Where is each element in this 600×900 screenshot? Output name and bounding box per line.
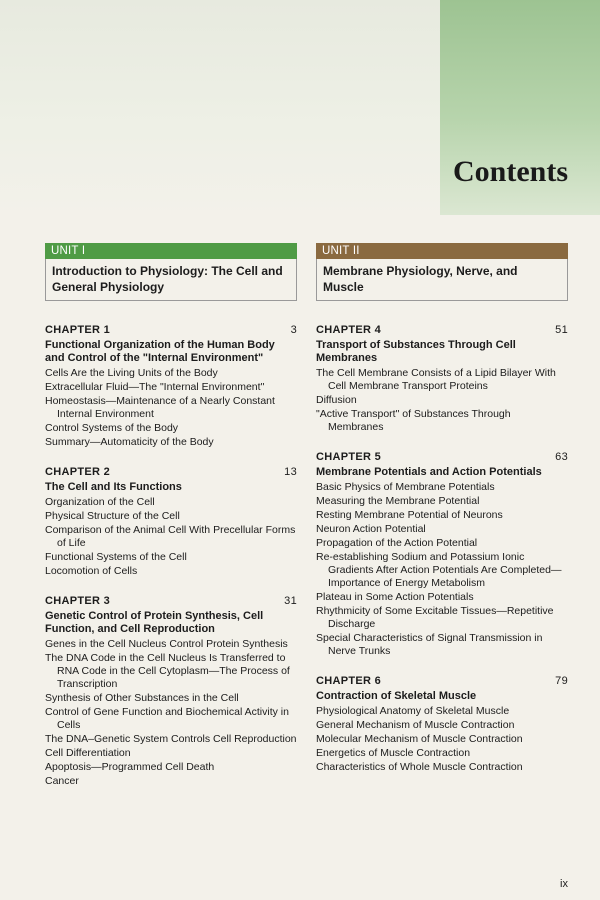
chapter-label: CHAPTER 5	[316, 451, 382, 463]
topic-item: Basic Physics of Membrane Potentials	[316, 481, 495, 493]
topic-item: Control of Gene Function and Biochemical Activity in Cells	[45, 706, 289, 731]
chapter-heading	[316, 450, 568, 464]
chapter-title: Contraction of Skeletal Muscle	[316, 690, 477, 702]
chapter-entry	[316, 450, 568, 658]
topic-item: Diffusion	[316, 394, 357, 406]
chapter-list	[316, 323, 568, 774]
topic-item: Comparison of the Animal Cell With Precellular Forms of Life	[45, 524, 296, 549]
topic-item: Functional Systems of the Cell	[45, 551, 187, 563]
page-number: ix	[560, 878, 568, 890]
chapter-heading	[45, 594, 297, 608]
topic-item: Locomotion of Cells	[45, 565, 138, 577]
topic-item: Homeostasis—Maintenance of a Nearly Constant Internal Environment	[45, 395, 275, 420]
chapter-entry	[45, 465, 297, 578]
topic-item: Rhythmicity of Some Excitable Tissues—Repetitive Discharge	[316, 605, 554, 630]
chapter-label: CHAPTER 1	[45, 324, 111, 336]
topic-item: Apoptosis—Programmed Cell Death	[45, 761, 215, 773]
chapter-page-number: 63	[555, 451, 568, 463]
chapter-heading	[316, 323, 568, 337]
page-title: Contents	[452, 155, 568, 188]
topic-item: Physical Structure of the Cell	[45, 510, 180, 522]
chapter-entry	[316, 323, 568, 434]
chapter-page-number: 31	[284, 595, 297, 607]
chapter-title: The Cell and Its Functions	[45, 481, 182, 493]
chapter-label: CHAPTER 4	[316, 324, 382, 336]
topic-item: Propagation of the Action Potential	[316, 537, 478, 549]
unit-column-1	[45, 243, 297, 804]
unit-label: UNIT I	[45, 243, 297, 259]
topic-item: Extracellular Fluid—The "Internal Environment"	[45, 381, 265, 393]
chapter-page-number: 13	[284, 466, 297, 478]
chapter-title: Transport of Substances Through Cell Membranes	[316, 339, 516, 364]
chapter-list	[45, 323, 297, 788]
topic-item: Genes in the Cell Nucleus Control Protein Synthesis	[45, 638, 288, 650]
chapter-entry	[45, 323, 297, 449]
chapter-page-number: 3	[290, 324, 297, 336]
topic-item: Cancer	[45, 775, 79, 787]
unit-title: Membrane Physiology, Nerve, and Muscle	[316, 259, 568, 301]
topic-item: Molecular Mechanism of Muscle Contraction	[316, 733, 523, 745]
chapter-label: CHAPTER 3	[45, 595, 111, 607]
unit-column-2	[316, 243, 568, 790]
chapter-label: CHAPTER 2	[45, 466, 111, 478]
chapter-title: Membrane Potentials and Action Potentials	[316, 466, 542, 478]
topic-item: Neuron Action Potential	[316, 523, 426, 535]
topic-item: Cell Differentiation	[45, 747, 131, 759]
chapter-heading	[45, 323, 297, 337]
topic-item: Measuring the Membrane Potential	[316, 495, 480, 507]
topic-item: Physiological Anatomy of Skeletal Muscle	[316, 705, 510, 717]
topic-item: Resting Membrane Potential of Neurons	[316, 509, 503, 521]
topic-item: Special Characteristics of Signal Transmission in Nerve Trunks	[316, 632, 543, 657]
topic-item: Characteristics of Whole Muscle Contraction	[316, 761, 523, 773]
topic-item: General Mechanism of Muscle Contraction	[316, 719, 515, 731]
chapter-entry	[316, 674, 568, 774]
topic-item: The Cell Membrane Consists of a Lipid Bilayer With Cell Membrane Transport Proteins	[316, 367, 556, 392]
chapter-page-number: 51	[555, 324, 568, 336]
chapter-entry	[45, 594, 297, 788]
unit-label: UNIT II	[316, 243, 568, 259]
chapter-title: Genetic Control of Protein Synthesis, Cell Function, and Cell Reproduction	[45, 610, 264, 635]
topic-item: Organization of the Cell	[45, 496, 155, 508]
topic-item: The DNA Code in the Cell Nucleus Is Transferred to RNA Code in the Cell Cytoplasm—The Process of Transcription	[45, 652, 290, 690]
topic-item: "Active Transport" of Substances Through Membranes	[316, 408, 511, 433]
topic-item: Cells Are the Living Units of the Body	[45, 367, 218, 379]
unit-title: Introduction to Physiology: The Cell and General Physiology	[45, 259, 297, 301]
topic-item: Synthesis of Other Substances in the Cell	[45, 692, 239, 704]
topic-item: The DNA–Genetic System Controls Cell Reproduction	[45, 733, 297, 745]
chapter-title: Functional Organization of the Human Body and Control of the "Internal Environment"	[45, 339, 275, 364]
topic-item: Re-establishing Sodium and Potassium Ionic Gradients After Action Potentials Are Completed—Importance of Energy Metabolism	[316, 551, 562, 589]
topic-item: Plateau in Some Action Potentials	[316, 591, 474, 603]
topic-item: Summary—Automaticity of the Body	[45, 436, 214, 448]
chapter-heading	[316, 674, 568, 688]
topic-item: Control Systems of the Body	[45, 422, 179, 434]
chapter-label: CHAPTER 6	[316, 675, 382, 687]
chapter-heading	[45, 465, 297, 479]
topic-item: Energetics of Muscle Contraction	[316, 747, 471, 759]
chapter-page-number: 79	[555, 675, 568, 687]
